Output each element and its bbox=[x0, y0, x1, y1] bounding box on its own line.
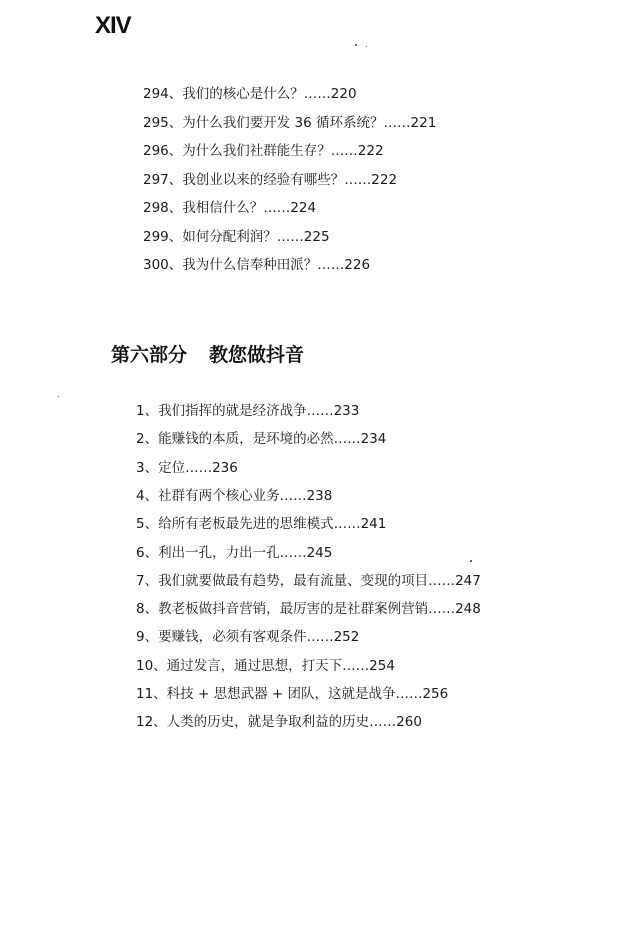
toc-entry[interactable]: 297、我创业以来的经验有哪些？……222 bbox=[143, 171, 398, 188]
scan-speck bbox=[58, 396, 59, 397]
toc-entry[interactable]: 9、要赚钱，必须有客观条件……252 bbox=[136, 629, 360, 646]
toc-entry[interactable]: 5、给所有老板最先进的思维模式……241 bbox=[136, 516, 387, 533]
page-number: XIV bbox=[95, 12, 131, 39]
section-heading bbox=[111, 340, 304, 367]
toc-entry[interactable]: 296、为什么我们社群能生存？……222 bbox=[143, 143, 384, 159]
toc-entry[interactable]: 11、科技 + 思想武器 + 团队，这就是战争……256 bbox=[136, 686, 449, 702]
toc-entry[interactable]: 8、教老板做抖音营销，最厉害的是社群案例营销……248 bbox=[136, 601, 481, 618]
section-part-label: 第六部分 bbox=[111, 344, 188, 366]
scan-speck bbox=[366, 46, 367, 47]
toc-entry[interactable]: 4、社群有两个核心业务……238 bbox=[136, 487, 333, 504]
section-title-text: 教您做抖音 bbox=[209, 344, 305, 366]
toc-entry[interactable]: 6、利出一孔，力出一孔……245 bbox=[136, 544, 333, 561]
toc-entry[interactable]: 295、为什么我们要开发 36 循环系统？……221 bbox=[143, 114, 437, 131]
toc-entry[interactable]: 1、我们指挥的就是经济战争……233 bbox=[136, 403, 360, 419]
toc-entry[interactable]: 12、人类的历史，就是争取利益的历史……260 bbox=[136, 714, 422, 731]
toc-entry[interactable]: 10、通过发言，通过思想，打天下……254 bbox=[136, 657, 395, 674]
toc-entry[interactable]: 3、定位……236 bbox=[136, 459, 238, 476]
toc-entry[interactable]: 2、能赚钱的本质，是环境的必然……234 bbox=[136, 431, 387, 448]
toc-entry[interactable]: 300、我为什么信奉种田派？……226 bbox=[143, 257, 371, 273]
toc-entry[interactable]: 294、我们的核心是什么？……220 bbox=[143, 86, 357, 102]
toc-entry[interactable]: 298、我相信什么？……224 bbox=[143, 200, 317, 216]
toc-entry[interactable]: 7、我们就要做最有趋势，最有流量、变现的项目……247 bbox=[136, 572, 481, 589]
scan-speck bbox=[355, 44, 357, 46]
scan-speck bbox=[470, 560, 472, 562]
toc-entry[interactable]: 299、如何分配利润？……225 bbox=[143, 228, 330, 245]
